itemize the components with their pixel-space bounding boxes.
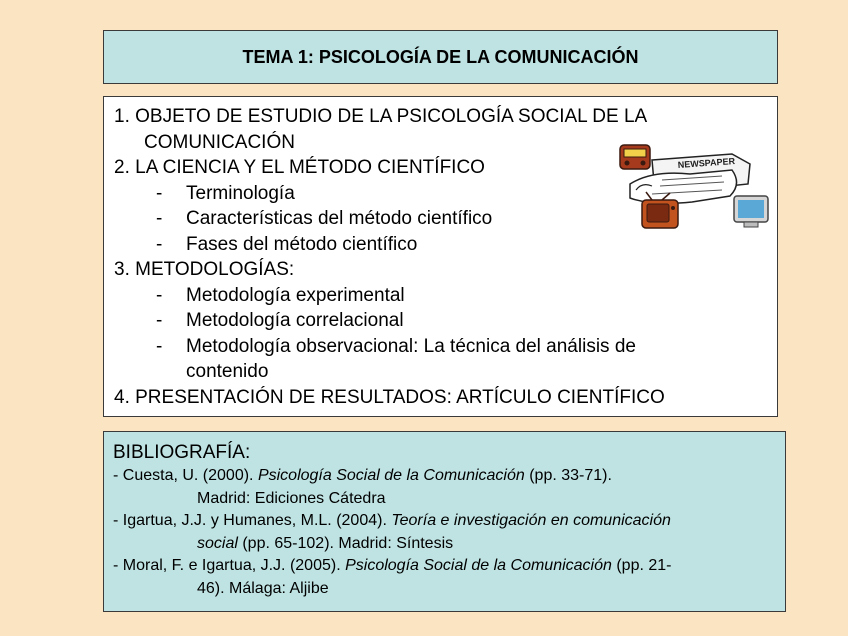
radio-icon [620,145,650,169]
slide-title: TEMA 1: PSICOLOGÍA DE LA COMUNICACIÓN [242,46,639,67]
reference-2: - Igartua, J.J. y Humanes, M.L. (2004). Teoría e investigación en comunicación [113,512,671,529]
bibliography-title: BIBLIOGRAFÍA: [113,442,251,463]
toc-subitem: - Terminología [156,182,295,204]
monitor-icon [734,196,768,227]
reference-3-continuation: 46). Málaga: Aljibe [197,579,329,597]
toc-subitem: - Fases del método científico [156,233,418,255]
toc-item-4: 4. PRESENTACIÓN DE RESULTADOS: ARTÍCULO CIENTÍFICO [114,386,665,408]
toc-item-2: 2. LA CIENCIA Y EL MÉTODO CIENTÍFICO [114,157,485,178]
reference-3: - Moral, F. e Igartua, J.J. (2005). Psicología Social de la Comunicación (pp. 21- [113,557,672,574]
toc-subitem: - Metodología observacional: La técnica del análisis de [156,335,636,357]
toc-subitem-continuation: contenido [186,361,269,382]
svg-text:NEWSPAPER: NEWSPAPER [677,156,736,170]
bibliography-box [103,431,786,612]
toc-item-1-continuation: COMUNICACIÓN [144,131,295,153]
toc-subitem: - Metodología correlacional [156,310,404,331]
media-clipart-icon [612,140,774,232]
reference-2-continuation: social (pp. 65-102). Madrid: Síntesis [197,534,454,552]
toc-item-1: 1. OBJETO DE ESTUDIO DE LA PSICOLOGÍA SOCIAL DE LA [114,106,648,127]
toc-subitem: - Características del método científico [156,208,493,229]
reference-1: - Cuesta, U. (2000). Psicología Social de la Comunicación (pp. 33-71). [113,467,612,484]
toc-subitem: - Metodología experimental [156,284,405,306]
title-box [103,30,778,84]
reference-1-continuation: Madrid: Ediciones Cátedra [197,489,386,507]
toc-item-3: 3. METODOLOGÍAS: [114,259,295,280]
